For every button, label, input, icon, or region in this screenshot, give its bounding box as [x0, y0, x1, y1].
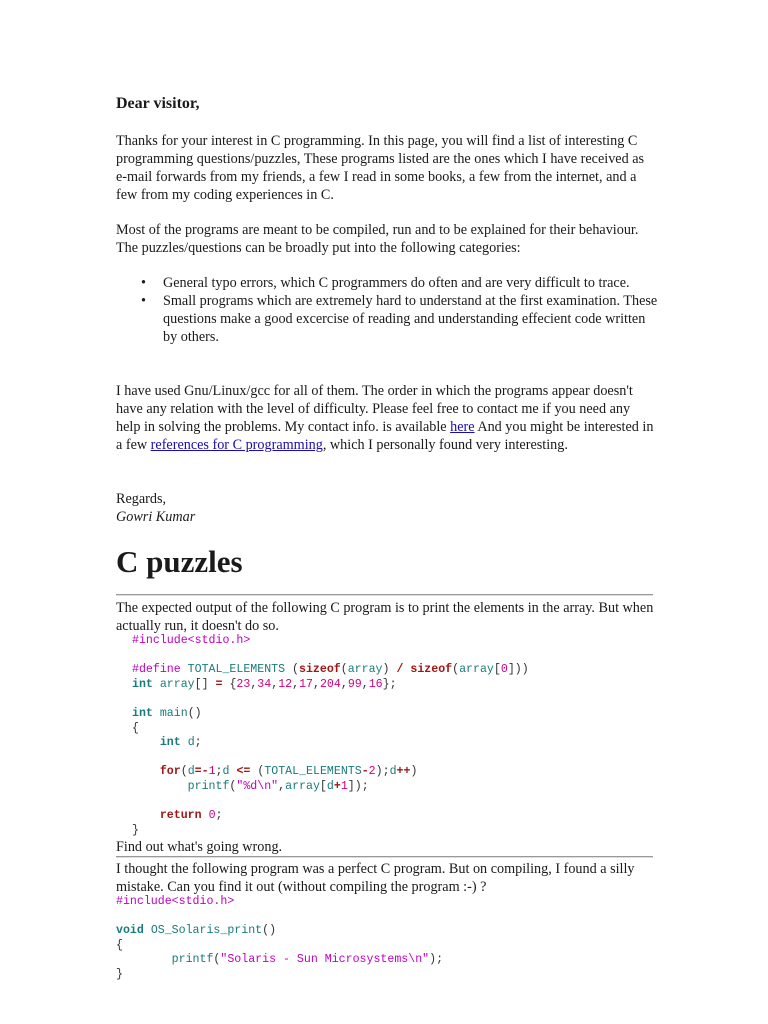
code-token: (: [292, 663, 299, 677]
paragraph-text: And you might be interested in a few: [116, 419, 654, 453]
code-token: TOTAL_ELEMENTS: [180, 663, 293, 677]
code-token: ,: [313, 677, 320, 691]
greeting-heading: Dear visitor,: [116, 95, 200, 112]
code-token: ,: [361, 677, 369, 691]
c-references-link[interactable]: references for C programming: [150, 437, 323, 453]
code-token: ; }: [132, 809, 223, 837]
code-token: (: [340, 663, 348, 677]
code-token: main: [159, 706, 188, 720]
code-token: 2: [368, 765, 376, 779]
author-signature: Gowri Kumar: [116, 509, 196, 525]
intro-paragraph: Most of the programs are meant to be compiled, run and to be explained for their behaviour. The puzzles/questions can be broadly put into the following categories:: [116, 222, 639, 256]
code-token: #include<stdio.h>: [132, 634, 251, 647]
code-token: printf: [171, 953, 214, 967]
code-token: 1: [208, 765, 216, 779]
code-token: ,: [292, 677, 300, 691]
code-token: array: [159, 677, 195, 691]
paragraph-text: , which I personally found very interesting.: [322, 437, 568, 453]
code-token: int: [132, 677, 153, 691]
puzzle-description: The expected output of the following C program is to print the elements in the array. But when actually run, it doesn't do so.: [116, 600, 654, 634]
code-token: <=: [236, 765, 251, 779]
code-block: [132, 634, 529, 838]
list-item: • General typo errors, which C programmers do often and are very difficult to trace.: [163, 274, 658, 292]
code-token: [153, 707, 160, 720]
code-token: 0: [208, 809, 216, 823]
closing-text: Regards,: [116, 491, 167, 507]
code-token: d: [389, 765, 397, 779]
code-token: sizeof: [299, 663, 341, 677]
code-token: d: [326, 779, 334, 793]
code-token: void: [116, 924, 144, 938]
code-token: 204: [319, 677, 341, 691]
code-token: (: [229, 779, 237, 793]
code-token: [202, 809, 209, 822]
code-token: [: [319, 779, 327, 793]
contact-info-link[interactable]: here: [450, 419, 475, 435]
code-token: ): [410, 765, 418, 779]
code-block: [116, 895, 443, 983]
code-token: =-: [194, 765, 209, 779]
code-token: 16: [368, 677, 383, 691]
code-token: (: [180, 765, 188, 779]
paragraph-text: I have used Gnu/Linux/gcc for all of them. The order in which the programs appear doesn't have any relation with the level of difficulty. Please feel free to contact me if you need any help in solving the problems. My contact info. is available: [116, 383, 633, 435]
code-token: ): [382, 663, 397, 677]
code-token: d: [222, 765, 230, 779]
code-token: d: [187, 736, 195, 750]
code-token: 23: [236, 677, 251, 691]
code-token: array: [347, 663, 383, 677]
code-token: (: [452, 663, 460, 677]
section-title: C puzzles: [116, 544, 243, 579]
code-token: );: [375, 765, 390, 779]
code-token: 12: [278, 677, 293, 691]
intro-paragraph: [116, 382, 656, 454]
code-token: /: [396, 663, 404, 677]
code-token: "Solaris - Sun Microsystems\n": [220, 953, 430, 967]
category-list: [116, 274, 658, 346]
code-token: ])): [507, 663, 529, 677]
code-token: array: [459, 663, 494, 677]
code-token: [181, 736, 188, 749]
code-token: printf: [187, 779, 230, 793]
code-token: int: [132, 706, 153, 720]
code-token: {: [222, 677, 237, 691]
code-token: ,: [250, 677, 258, 691]
puzzle-question: Find out what's going wrong.: [116, 839, 283, 855]
code-token: #define: [132, 663, 181, 677]
code-token: [: [493, 663, 501, 677]
code-token: ,: [271, 677, 279, 691]
code-token: ++: [396, 765, 411, 779]
code-token: +: [333, 779, 341, 793]
code-token: 99: [347, 677, 362, 691]
code-token: ;: [215, 765, 223, 779]
code-token: =: [215, 677, 223, 691]
code-token: () {: [116, 924, 277, 952]
puzzle-description: I thought the following program was a perfect C program. But on compiling, I found a silly mistake. Can you find it out (without compiling the program :-) ?: [116, 861, 635, 895]
list-item: • Small programs which are extremely hard to understand at the first examination. These questions make a good excercise of reading and understanding effecient code written by others.: [163, 292, 658, 346]
intro-paragraph: Thanks for your interest in C programming. In this page, you will find a list of interesting C programming questions/puzzles, These programs listed are the ones which I have received as e-mail forwards from my friends, a few I read in some books, a few from the internet, and a few from my coding experiences in C.: [116, 133, 645, 203]
code-token: d: [187, 765, 195, 779]
code-token: []: [194, 677, 216, 691]
code-token: return: [159, 809, 202, 823]
code-token: };: [382, 677, 397, 691]
code-token: "%d\n": [236, 779, 279, 793]
code-token: 17: [299, 677, 313, 691]
divider: [116, 594, 653, 596]
code-token: ]);: [347, 779, 369, 793]
code-token: 34: [257, 677, 272, 691]
code-token: 1: [340, 779, 348, 793]
code-token: () {: [132, 706, 202, 735]
code-token: (: [213, 953, 221, 967]
code-token: TOTAL_ELEMENTS: [264, 765, 362, 779]
divider: [116, 856, 653, 858]
code-token: (: [250, 765, 265, 779]
code-token: array: [285, 779, 320, 793]
code-token: [153, 678, 160, 691]
code-token: ); }: [116, 953, 444, 981]
code-token: sizeof: [410, 663, 453, 677]
code-token: int: [159, 736, 181, 750]
code-token: for: [159, 765, 181, 779]
code-token: 0: [500, 663, 508, 677]
code-token: -: [361, 765, 369, 779]
code-token: ,: [340, 677, 348, 691]
code-token: ,: [278, 779, 286, 793]
code-token: OS_Solaris_print: [150, 924, 263, 938]
code-token: [144, 924, 151, 937]
code-token: ;: [194, 736, 202, 750]
code-token: #include<stdio.h>: [116, 895, 235, 908]
